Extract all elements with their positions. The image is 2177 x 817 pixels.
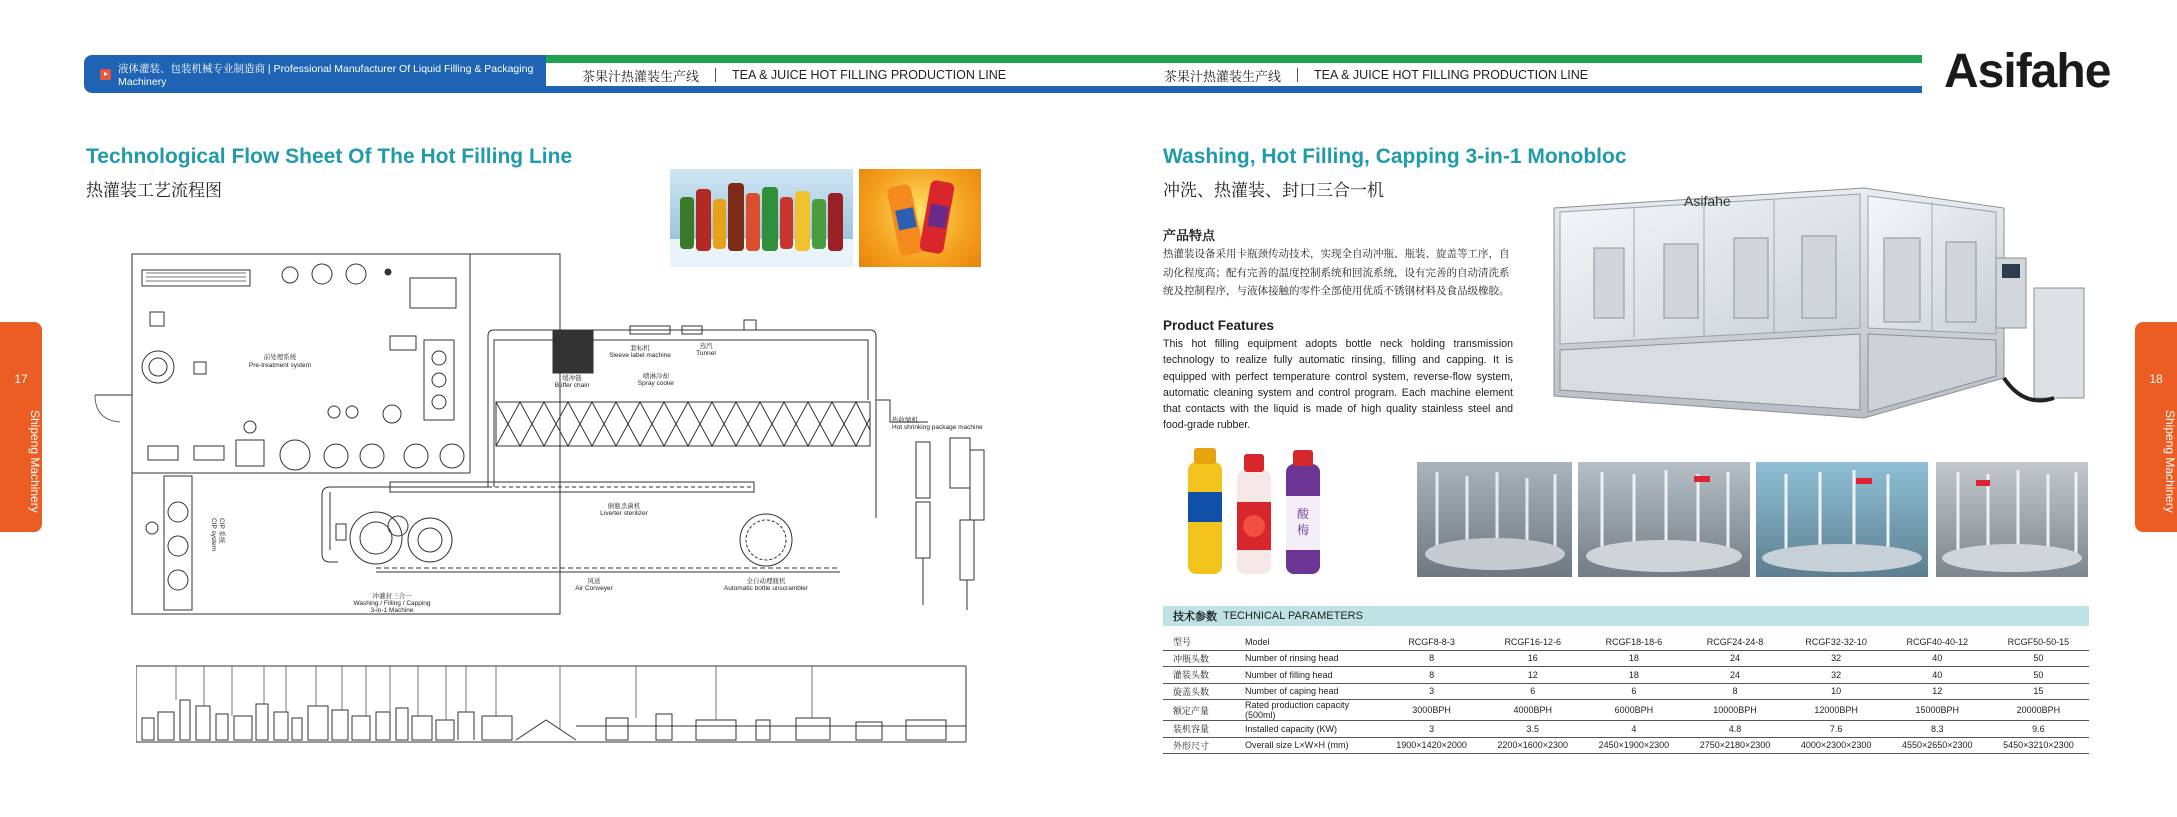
param-value: 24 (1684, 667, 1785, 684)
svg-text:3-in-1 Machine: 3-in-1 Machine (370, 607, 414, 614)
param-value: 8 (1381, 650, 1482, 667)
param-name-en: Number of filling head (1245, 667, 1381, 684)
page-number-left: 17 (14, 372, 28, 386)
page-tab-right (2135, 322, 2177, 532)
page-tab-left (0, 322, 42, 532)
param-name-cn: 额定产量 (1163, 700, 1245, 721)
params-row (1163, 683, 2089, 700)
param-value: 6000BPH (1583, 700, 1684, 721)
param-value: 12 (1887, 683, 1988, 700)
svg-text:Washing / Filling / Capping: Washing / Filling / Capping (353, 600, 431, 607)
header-stripe-green (546, 55, 1922, 63)
svg-text:风送: 风送 (587, 578, 601, 585)
param-value: 8.3 (1887, 721, 1988, 738)
param-value: 15 (1988, 683, 2089, 700)
filling-detail-photo-2 (1578, 462, 1750, 577)
monobloc-machine-image (1534, 178, 2090, 440)
param-value: 2200×1600×2300 (1482, 737, 1583, 754)
monobloc-subtitle: 冲洗、热灌装、封口三合一机 (1163, 181, 1384, 200)
param-value: 7.6 (1786, 721, 1887, 738)
param-value: 1900×1420×2000 (1381, 737, 1482, 754)
param-value: 3 (1381, 683, 1482, 700)
param-value: 2450×1900×2300 (1583, 737, 1684, 754)
banner-left (582, 66, 1006, 84)
page-number-right: 18 (2149, 372, 2163, 386)
production-line-elevation-drawing (136, 660, 968, 748)
param-value: 9.6 (1988, 721, 2089, 738)
svg-text:蒸汽: 蒸汽 (699, 343, 713, 350)
param-value: 32 (1786, 667, 1887, 684)
filling-detail-photo-1 (1417, 462, 1572, 577)
param-value: 8 (1381, 667, 1482, 684)
param-value: 4550×2650×2300 (1887, 737, 1988, 754)
technical-parameters-heading (1163, 606, 2089, 626)
param-value: 5450×3210×2300 (1988, 737, 2089, 754)
svg-text:套标机: 套标机 (630, 345, 650, 352)
svg-text:缓冲链: 缓冲链 (562, 375, 582, 382)
filling-detail-photo-4 (1936, 462, 2088, 577)
param-value: 3000BPH (1381, 700, 1482, 721)
banner-right-cn: 茶果汁热灌装生产线 (1164, 68, 1282, 84)
params-row (1163, 650, 2089, 667)
param-name-en: Installed capacity (KW) (1245, 721, 1381, 738)
svg-text:Air Conveyer: Air Conveyer (575, 585, 613, 592)
flow-sheet-subtitle: 热灌装工艺流程图 (86, 181, 222, 200)
param-value: RCGF40-40-12 (1887, 634, 1988, 650)
param-name-cn: 外形尺寸 (1163, 737, 1245, 754)
svg-text:Automatic bottle unscrambler: Automatic bottle unscrambler (723, 585, 809, 592)
param-value: 20000BPH (1988, 700, 2089, 721)
header-stripe-blue (546, 86, 1922, 93)
params-title-cn: 技术参数 (1173, 611, 1217, 623)
param-value: 50 (1988, 667, 2089, 684)
svg-text:酸: 酸 (1296, 507, 1310, 521)
header-tagline: 液体灌装、包装机械专业制造商 | Professional Manufacturer Of Liquid Filling & Packaging Machinery (118, 62, 534, 88)
param-value: RCGF32-32-10 (1786, 634, 1887, 650)
svg-text:Spray cooler: Spray cooler (637, 380, 675, 387)
bottled-drinks-photo (1180, 442, 1340, 582)
param-value: 2750×2180×2300 (1684, 737, 1785, 754)
flow-sheet-title: Technological Flow Sheet Of The Hot Filling Line (86, 145, 573, 168)
svg-text:喷淋冷却: 喷淋冷却 (643, 373, 669, 380)
param-value: 3.5 (1482, 721, 1583, 738)
technical-parameters-table (1163, 634, 2089, 754)
page-tab-right-label: Shipeng Machinery (2163, 409, 2177, 513)
page-tab-left-label: Shipeng Machinery (28, 409, 42, 513)
svg-text:Liverter sterilizer: Liverter sterilizer (600, 510, 648, 517)
param-value: 4.8 (1684, 721, 1785, 738)
svg-text:Buffer chain: Buffer chain (554, 382, 590, 389)
svg-text:Tunnel: Tunnel (696, 350, 716, 357)
param-name-cn: 冲瓶头数 (1163, 650, 1245, 667)
param-value: 40 (1887, 667, 1988, 684)
svg-text:全自动理瓶机: 全自动理瓶机 (746, 578, 786, 585)
param-value: 16 (1482, 650, 1583, 667)
param-value: RCGF18-18-6 (1583, 634, 1684, 650)
param-value: 15000BPH (1887, 700, 1988, 721)
params-row (1163, 737, 2089, 754)
svg-text:倒瓶杀菌机: 倒瓶杀菌机 (607, 503, 641, 510)
svg-text:前处理系统: 前处理系统 (263, 354, 297, 361)
svg-text:CIP system: CIP system (210, 518, 217, 552)
param-value: 8 (1684, 683, 1785, 700)
params-header-row (1163, 634, 2089, 650)
param-name-cn: 旋盖头数 (1163, 683, 1245, 700)
svg-text:Sleeve label machine: Sleeve label machine (609, 352, 671, 359)
param-value: RCGF16-12-6 (1482, 634, 1583, 650)
svg-text:热收缩机: 热收缩机 (892, 417, 918, 424)
param-value: 4000×2300×2300 (1786, 737, 1887, 754)
banner-right-en: TEA & JUICE HOT FILLING PRODUCTION LINE (1314, 68, 1589, 82)
param-value: 18 (1583, 650, 1684, 667)
monobloc-title: Washing, Hot Filling, Capping 3-in-1 Monobloc (1163, 145, 1627, 168)
param-value: 32 (1786, 650, 1887, 667)
param-value: 40 (1887, 650, 1988, 667)
banner-left-en: TEA & JUICE HOT FILLING PRODUCTION LINE (732, 68, 1007, 82)
param-value: 24 (1684, 650, 1785, 667)
banner-right (1164, 66, 1588, 84)
param-value: RCGF50-50-15 (1988, 634, 2089, 650)
param-value: 12 (1482, 667, 1583, 684)
param-value: 6 (1583, 683, 1684, 700)
svg-text:Pre-treatment system: Pre-treatment system (248, 362, 312, 369)
filling-detail-photo-3 (1756, 462, 1928, 577)
param-value: 50 (1988, 650, 2089, 667)
features-en-text: This hot filling equipment adopts bottle neck holding transmission technology to realize fully automatic rinsing, filling and capping. It is equipped with perfect temperature control system, reverse-flow system, automatic cleaning system and control program. Each machine element that contacts with the liquid is made of high quality stainless steel and food-grade rubber. (1163, 338, 1513, 432)
param-name-en: Model (1245, 634, 1381, 650)
param-value: 3 (1381, 721, 1482, 738)
param-value: 4000BPH (1482, 700, 1583, 721)
param-value: RCGF24-24-8 (1684, 634, 1785, 650)
param-value: 10000BPH (1684, 700, 1785, 721)
process-flow-diagram (90, 250, 1000, 620)
machine-brand-text: Asifahe (1684, 193, 1731, 209)
play-icon (100, 69, 111, 80)
param-value: 6 (1482, 683, 1583, 700)
svg-text:Hot shrinking package machine: Hot shrinking package machine (892, 424, 983, 431)
svg-text:梅: 梅 (1296, 523, 1310, 537)
param-name-en: Rated production capacity (500ml) (1245, 700, 1381, 721)
banner-left-cn: 茶果汁热灌装生产线 (582, 68, 700, 84)
param-value: RCGF8-8-3 (1381, 634, 1482, 650)
params-title-en: TECHNICAL PARAMETERS (1223, 610, 1363, 622)
svg-text:冲灌封三合一: 冲灌封三合一 (372, 593, 412, 600)
params-row (1163, 667, 2089, 684)
param-name-en: Overall size L×W×H (mm) (1245, 737, 1381, 754)
svg-text:CIP 系统: CIP 系统 (218, 518, 225, 544)
param-name-cn: 装机容量 (1163, 721, 1245, 738)
param-value: 12000BPH (1786, 700, 1887, 721)
param-name-en: Number of rinsing head (1245, 650, 1381, 667)
param-value: 18 (1583, 667, 1684, 684)
brand-logo: Asifahe (1944, 45, 2111, 98)
params-row (1163, 700, 2089, 721)
param-value: 4 (1583, 721, 1684, 738)
param-name-cn: 型号 (1163, 634, 1245, 650)
features-en-heading: Product Features (1163, 318, 1275, 333)
param-value: 10 (1786, 683, 1887, 700)
header-tagline-bar (84, 55, 546, 93)
features-cn-heading: 产品特点 (1163, 228, 1216, 243)
param-name-cn: 灌装头数 (1163, 667, 1245, 684)
features-cn-text: 热灌装设备采用卡瓶颈传动技术，实现全自动冲瓶、瓶装、旋盖等工序，自动化程度高；配有完善的温度控制系统和回流系统，设有完善的自动清洗系统及控制程序，与液体接触的零件全部使用优质不锈钢材料及食品级橡胶。 (1163, 248, 1510, 297)
param-name-en: Number of caping head (1245, 683, 1381, 700)
params-row (1163, 721, 2089, 738)
